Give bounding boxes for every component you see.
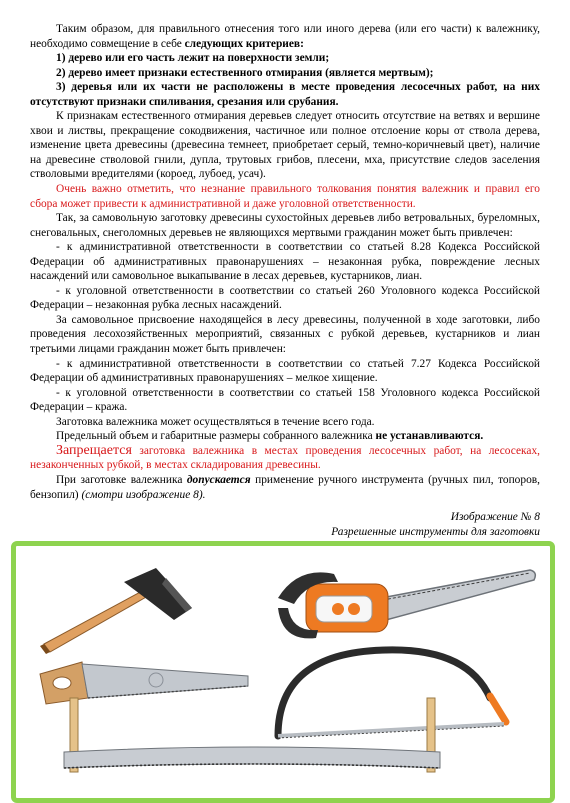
limit-bold: не устанавливаются. (375, 430, 484, 443)
allowed-paragraph (30, 473, 540, 502)
criterion-2: 2) дерево имеет признаки естественного отмирания (является мертвым); (56, 66, 434, 79)
figure-caption: Разрешенные инструменты для заготовки (331, 525, 540, 538)
intro-bold: следующих критериев: (184, 37, 304, 50)
procurement-paragraph: Так, за самовольную заготовку древесины сухостойных деревьев либо ветровальных, буреломных, снеговальных, снеголомных деревьев не являющихся мертвыми гражданин может быть привлечен: (30, 212, 540, 239)
figure-number: Изображение № 8 (450, 511, 540, 524)
allowed-italic: (смотри изображение 8). (81, 488, 206, 501)
liability-criminal-260: - к уголовной ответственности в соответствии со статьей 260 Уголовного кодекса Российской Федерации – незаконная рубка лесных насаждений. (30, 284, 540, 312)
tools-image-frame (11, 541, 555, 803)
bow-saw-icon (278, 650, 506, 738)
liability-criminal-158: - к уголовной ответственности в соответствии со статьей 158 Уголовного кодекса Российской Федерации – кража. (30, 386, 540, 414)
liability-admin-7-27: - к административной ответственности в соответствии со статьей 7.27 Кодекса Российской Федерации об административных правонарушениях – мелкое хищение. (30, 357, 540, 385)
two-man-saw-icon (64, 698, 440, 772)
allowed-post: применение ручного инструмента (ручных пил, топоров, бензопил) (30, 473, 540, 501)
liability-admin-8-28: - к административной ответственности в соответствии со статьей 8.28 Кодекса Российской Федерации об административных правонарушениях – незаконная рубка, повреждение лесных насаждений или самовольное выкапывание в лесах деревьев, кустарников, лиан. (30, 241, 540, 283)
prohibited-word: Запрещается (56, 442, 132, 458)
signs-paragraph: К признакам естественного отмирания деревьев следует относить отсутствие на ветвях и вершине хвои и листвы, прекращение сокодвижения, частичное или полное отслоение коры от ствола дерева, изменение цвета древесины (древесина темнеет, приобретает серый, темно-коричневый цвет), наличие на древесине стволовой гнили, дупла, трутовых грибов, плесени, мха, присутствие следов заселения стволовыми вредителями (короед, лубоед, усач). (30, 110, 540, 181)
prohibited-text: заготовка валежника в местах проведения лесосечных работ, на лесосеках, незаконченных рубкой, в местах складирования древесины. (30, 444, 540, 472)
limit-text: Предельный объем и габаритные размеры собранного валежника (56, 430, 376, 443)
season-paragraph: Заготовка валежника может осуществляться в течение всего года. (56, 415, 375, 428)
prohibited-paragraph (30, 444, 540, 473)
allowed-pre: При заготовке валежника (56, 473, 187, 486)
warning-paragraph: Очень важно отметить, что незнание правильного толкования понятия валежник и правил его сбора может привести к административной и даже уголовной ответственности. (30, 183, 540, 210)
intro-text: Таким образом, для правильного отнесения того или иного дерева (или его части) к валежнику, необходимо совмещение в себе (30, 23, 540, 50)
criterion-1: 1) дерево или его часть лежит на поверхности земли; (56, 52, 330, 65)
chainsaw-icon (278, 570, 535, 638)
limit-paragraph (30, 429, 540, 444)
intro-paragraph (30, 22, 540, 51)
tools-illustration (16, 546, 550, 798)
allowed-bold: допускается (186, 473, 251, 486)
appropriation-paragraph: За самовольное присвоение находящейся в лесу древесины, полученной в ходе заготовки, либо проведения лесохозяйственных мероприятий, связанных с рубкой деревьев, кустарников и лиан третьими лицами гражданин может быть привлечен: (30, 313, 540, 356)
axe-icon (40, 568, 192, 654)
criterion-3: 3) деревья или их части не расположены в месте проведения лесосечных работ, на них отсутствуют признаки спиливания, срезания или срубания. (30, 81, 540, 108)
